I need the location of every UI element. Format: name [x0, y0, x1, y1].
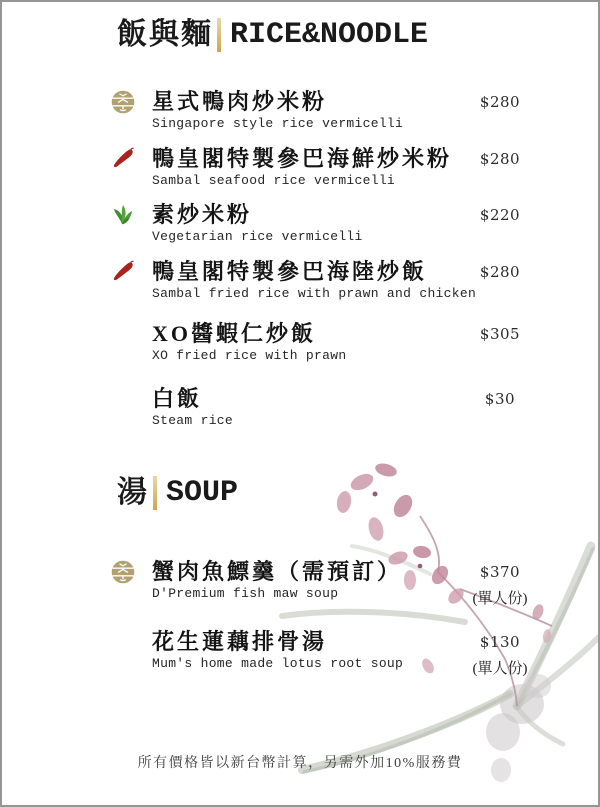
item-name-en: Sambal seafood rice vermicelli: [152, 173, 396, 188]
item-text: [152, 320, 450, 364]
icon-slot-empty: [110, 385, 152, 386]
price-column: [450, 628, 550, 678]
gold-divider-bar: [217, 18, 221, 52]
serving-note: (單人份): [472, 661, 528, 677]
item-text: [152, 628, 450, 672]
section-title-en: SOUP: [166, 476, 239, 511]
item-price: $280: [479, 93, 521, 111]
item-name-en: Vegetarian rice vermicelli: [152, 229, 363, 244]
menu-item-steam-rice: [110, 385, 550, 429]
item-name-en: Sambal fried rice with prawn and chicken: [152, 286, 477, 301]
menu-item-sambal-fried-rice: [110, 258, 550, 302]
item-name-en: Steam rice: [152, 413, 234, 428]
restaurant-seal-icon: [110, 559, 136, 585]
price-column: [450, 320, 550, 343]
icon-slot: [110, 145, 152, 177]
price-column: [450, 145, 550, 168]
item-name-zh: 鴨皇閣特製參巴海鮮炒米粉: [152, 146, 453, 171]
item-price: $30: [484, 390, 516, 408]
item-name-zh: 蟹肉魚鰾羹（需預訂）: [152, 559, 403, 584]
price-column: [450, 201, 550, 224]
item-price: $280: [479, 150, 521, 168]
icon-slot: [110, 88, 152, 120]
section-title-en: RICE&NOODLE: [230, 18, 429, 53]
menu-item-lotus-root-soup: [110, 628, 550, 678]
item-text: [152, 201, 450, 245]
item-name-zh: 鴨皇閣特製參巴海陸炒飯: [152, 259, 428, 284]
menu-item-xo-fried-rice: [110, 320, 550, 364]
icon-slot: [110, 258, 152, 290]
item-name-zh: 白飯: [152, 386, 203, 411]
menu-item-fish-maw-soup: [110, 558, 550, 608]
item-price: $280: [479, 263, 521, 281]
item-name-zh: 星式鴨肉炒米粉: [152, 89, 328, 114]
item-name-zh: 花生蓮藕排骨湯: [152, 629, 328, 654]
section-title-zh: 湯: [117, 476, 149, 509]
item-price: $305: [479, 325, 521, 343]
spicy-chili-icon: [110, 146, 136, 172]
item-text: [152, 385, 450, 429]
price-column: [450, 258, 550, 281]
price-column: [450, 88, 550, 111]
icon-slot-empty: [110, 628, 152, 629]
menu-item-sambal-seafood-vermicelli: [110, 145, 550, 189]
item-name-en: Mum's home made lotus root soup: [152, 656, 404, 671]
icon-slot: [110, 558, 152, 590]
item-price: $220: [479, 206, 521, 224]
icon-slot-empty: [110, 320, 152, 321]
item-text: [152, 88, 450, 132]
section-title-zh: 飯與麵: [117, 18, 213, 51]
item-text: [152, 145, 453, 189]
restaurant-seal-icon: [110, 89, 136, 115]
serving-note: (單人份): [472, 591, 528, 607]
menu-item-singapore-vermicelli: [110, 88, 550, 132]
spicy-chili-icon: [110, 259, 136, 285]
icon-slot: [110, 201, 152, 233]
section-header-soup: [117, 476, 238, 511]
item-text: [152, 558, 450, 602]
item-price: $130: [479, 633, 521, 651]
footer-price-note: 所有價格皆以新台幣計算，另需外加10%服務費: [137, 756, 463, 771]
vegetarian-leaf-icon: [110, 202, 136, 228]
menu-item-vegetarian-vermicelli: [110, 201, 550, 245]
item-name-en: Singapore style rice vermicelli: [152, 116, 404, 131]
item-name-en: D'Premium fish maw soup: [152, 586, 339, 601]
gold-divider-bar: [153, 476, 157, 510]
item-text: [152, 258, 477, 302]
item-price: $370: [479, 563, 521, 581]
item-name-zh: 素炒米粉: [152, 202, 253, 227]
price-column: [450, 558, 550, 608]
item-name-zh: XO醬蝦仁炒飯: [152, 321, 317, 346]
price-column: [450, 385, 550, 408]
item-name-en: XO fried rice with prawn: [152, 348, 347, 363]
section-header-rice-noodle: [117, 18, 428, 53]
